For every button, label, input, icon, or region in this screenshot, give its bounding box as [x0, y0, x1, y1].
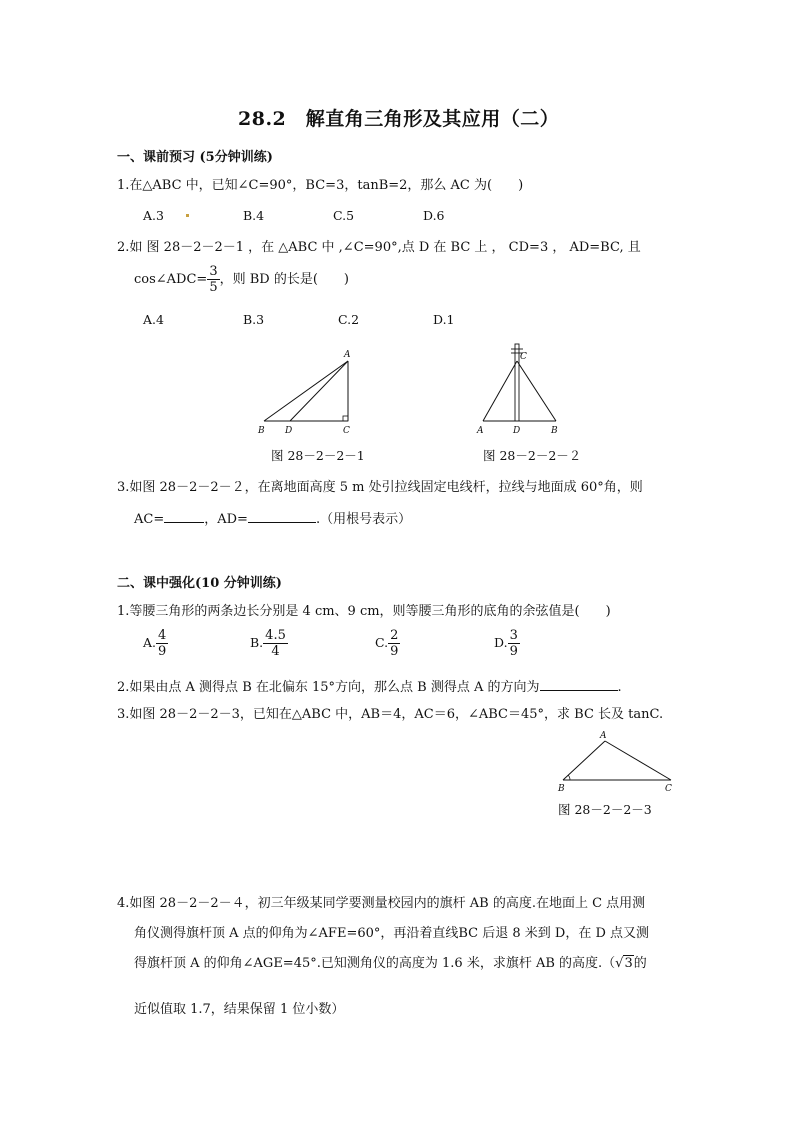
s1-q3-ac-label: AC= [134, 512, 165, 527]
s1-q2-frac-num: 3 [209, 264, 218, 279]
s1-q2-line2 [134, 264, 349, 295]
fig3-angle-arc [568, 775, 570, 780]
s2-q2-line [117, 676, 622, 698]
s2-q1-option-d-frac [508, 628, 520, 659]
fig2-label-c: C [520, 352, 527, 362]
s2-q1-option-c [375, 628, 400, 659]
s2-q2-blank [540, 676, 618, 691]
fig1-caption: 图 28－2－2－1 [271, 448, 365, 463]
fig1-segment-da [290, 361, 348, 421]
s2-q4-sqrt-arg: 3 [624, 956, 633, 971]
s2-q1-option-c-label: C. [375, 635, 389, 650]
fig3-label-b: B [558, 784, 565, 794]
figure-28-2-2-1 [250, 345, 360, 437]
fig2-label-d: D [513, 426, 521, 436]
s1-q2-line1: 2.如 图 28－2－2－1 ，在 △ABC 中 ,∠C=90°,点 D 在 BC 上 ， CD=3 ， AD=BC, 且 [117, 240, 641, 255]
s1-q2-fraction [207, 264, 219, 295]
s2-q1-option-a-den: 9 [158, 644, 167, 659]
s1-q3-ac-blank [164, 508, 204, 523]
s1-q1-option-d: D.6 [423, 208, 445, 223]
s2-q1-option-b-num: 4.5 [265, 628, 286, 643]
page-title: 28.2 解直角三角形及其应用（二） [238, 108, 560, 130]
s1-q3-line1: 3.如图 28－2－2－２，在离地面高度 5 m 处引拉线固定电线杆，拉线与地面成 60°角，则 [117, 480, 643, 495]
s2-q1-text: 1.等腰三角形的两条边长分别是 4 cm、9 cm，则等腰三角形的底角的余弦值是( ) [117, 604, 611, 619]
s2-q1-option-b-den: 4 [271, 644, 280, 659]
s2-q1-option-d-num: 3 [509, 628, 518, 643]
s1-q2-suffix: ，则 BD 的长是( ) [219, 272, 349, 287]
section2-heading: 二、课中强化(10 分钟训练) [117, 576, 282, 591]
s2-q2-suffix: . [617, 680, 622, 695]
s1-q1-option-c: C.5 [333, 208, 355, 223]
fig1-label-c: C [343, 426, 350, 436]
fig3-caption: 图 28－2－2－3 [558, 802, 652, 817]
s2-q4-line3 [134, 954, 647, 974]
figure-28-2-2-3 [555, 728, 681, 794]
s2-q1-option-a-num: 4 [158, 628, 167, 643]
stray-mark [186, 214, 189, 217]
section1-heading: 一、课前预习 (5分钟训练) [117, 150, 273, 165]
fig1-label-d: D [285, 426, 293, 436]
s1-q3-suffix: .（用根号表示） [315, 512, 412, 527]
s1-q3-ad-label: ，AD= [204, 512, 248, 527]
s1-q2-option-c: C.2 [338, 312, 360, 327]
fig3-segment-ba [563, 741, 605, 780]
s1-q2-option-a: A.4 [143, 312, 164, 327]
s1-q3-line2 [134, 508, 411, 530]
s1-q1-option-a: A.3 [143, 208, 164, 223]
fig2-caption: 图 28－2－2－２ [483, 448, 582, 463]
fig1-label-a: A [344, 350, 351, 360]
fig1-segment-ba [264, 361, 348, 421]
s2-q1-option-b [250, 628, 288, 659]
s2-q1-option-c-num: 2 [390, 628, 399, 643]
s1-q2-cos-prefix: cos∠ADC= [134, 272, 208, 287]
fig2-wire-right [517, 361, 556, 421]
s2-q1-option-d-label: D. [494, 635, 508, 650]
figure-28-2-2-2 [470, 340, 570, 438]
s1-q2-frac-den: 5 [209, 280, 218, 295]
s2-q1-option-d [494, 628, 520, 659]
s2-q1-option-b-label: B. [250, 635, 264, 650]
fig1-label-b: B [258, 426, 265, 436]
s1-q2-option-b: B.3 [243, 312, 265, 327]
fig2-pole [515, 344, 519, 421]
s2-q1-option-c-frac [388, 628, 400, 659]
s2-q1-option-a [143, 628, 168, 659]
s2-q2-text: 2.如果由点 A 测得点 B 在北偏东 15°方向，那么点 B 测得点 A 的方向为 [117, 680, 540, 695]
s2-q1-option-a-frac [156, 628, 168, 659]
s2-q1-option-d-den: 9 [509, 644, 518, 659]
s2-q4-line4: 近似值取 1.7，结果保留 1 位小数） [134, 1002, 345, 1017]
s2-q1-option-a-label: A. [143, 635, 157, 650]
s2-q4-line3-end: 的 [633, 956, 647, 971]
s2-q3-text: 3.如图 28－2－2－3，已知在△ABC 中，AB＝4，AC＝6，∠ABC＝45°，求 BC 长及 tanC. [117, 707, 664, 722]
fig1-right-angle-mark [343, 416, 348, 421]
s1-q2-option-d: D.1 [433, 312, 455, 327]
fig2-wire-left [483, 361, 517, 421]
s2-q1-option-b-frac [263, 628, 288, 659]
s1-q1-option-b: B.4 [243, 208, 265, 223]
fig2-label-b: B [551, 426, 558, 436]
s1-q3-ad-blank [248, 508, 316, 523]
fig3-segment-ac [605, 741, 671, 780]
s2-q1-option-c-den: 9 [390, 644, 399, 659]
fig3-label-c: C [665, 784, 672, 794]
s2-q4-line2: 角仪测得旗杆顶 A 点的仰角为∠AFE=60°，再沿着直线BC 后退 8 米到 D，在 D 点又测 [134, 926, 650, 941]
fig3-label-a: A [600, 731, 607, 741]
s1-q1-text: 1.在△ABC 中，已知∠C=90°，BC=3，tanB=2，那么 AC 为( ) [117, 178, 524, 193]
s2-q4-line1: 4.如图 28－2－2－４，初三年级某同学要测量校园内的旗杆 AB 的高度.在地面上 C 点用测 [117, 896, 646, 911]
s2-q4-line3-text: 得旗杆顶 A 的仰角∠AGE=45°.已知测角仪的高度为 1.6 米，求旗杆 AB 的高度.（ [134, 956, 616, 971]
sqrt-symbol: √3 [615, 956, 633, 971]
fig2-label-a: A [477, 426, 484, 436]
